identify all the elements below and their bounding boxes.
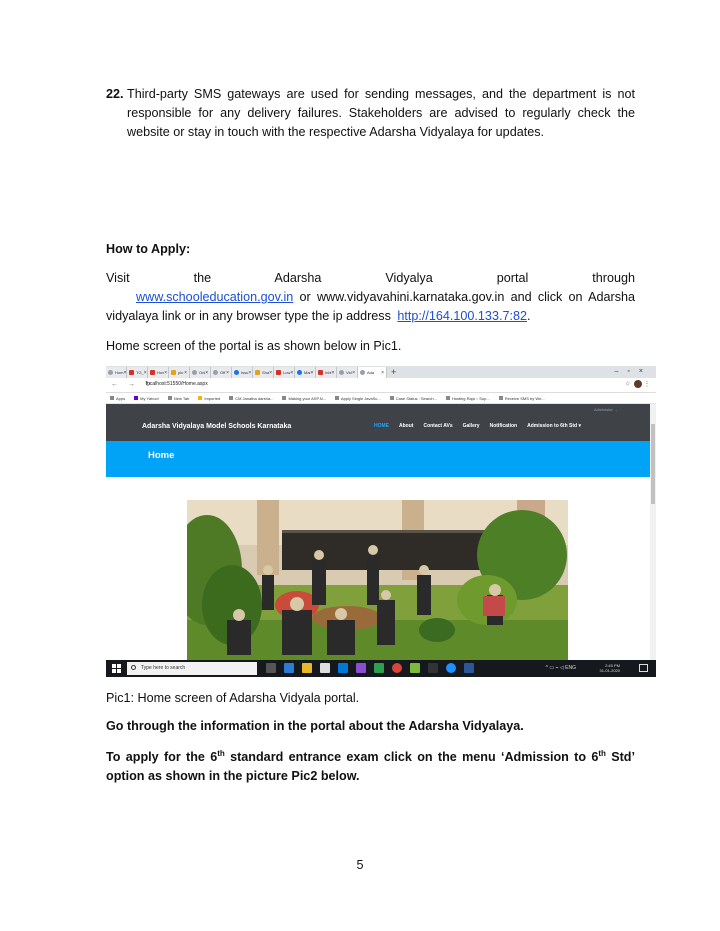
- skype-icon: [446, 663, 456, 673]
- store-icon: [320, 663, 330, 673]
- admin-link: Administer →: [593, 407, 618, 412]
- task-view-icon: [266, 663, 276, 673]
- home-banner: [106, 441, 650, 477]
- windows-start-icon: [112, 664, 121, 673]
- browser-tab: Vid ×: [337, 367, 358, 378]
- menu-item-home: HOME: [374, 423, 389, 429]
- address-bar: [106, 378, 656, 393]
- browser-tab: Off ×: [211, 367, 232, 378]
- portal-screenshot: [106, 366, 656, 677]
- visit-end: .: [526, 309, 531, 323]
- notification-icon: [639, 664, 648, 672]
- clock: 2:45 PM 31-01-2020: [599, 663, 620, 673]
- google-icon: [339, 370, 344, 375]
- bookmark-item: New Tab: [168, 396, 190, 401]
- browser-tab: plu ×: [169, 367, 190, 378]
- menu-item-notification: Notification: [489, 423, 518, 429]
- bookmark-item: Receive SMS by We...: [499, 396, 545, 401]
- bookmark-item: Imported: [198, 396, 220, 401]
- bookmark-item: Case Status : Search...: [390, 396, 437, 401]
- page-icon: [276, 370, 281, 375]
- nav-arrows-icon: ← → ↻: [111, 381, 155, 388]
- search-icon: [131, 665, 136, 670]
- excel-icon: [374, 663, 384, 673]
- browser-tab: Onl ×: [190, 367, 211, 378]
- browser-tab: Issu ×: [232, 367, 253, 378]
- browser-tab: Inbi ×: [316, 367, 337, 378]
- browser-tab: Hov ×: [148, 367, 169, 378]
- browser-tab-strip: [106, 366, 656, 378]
- scrollbar: [650, 404, 656, 660]
- page-icon: [171, 370, 176, 375]
- menu-item-gallery: Gallery: [462, 423, 480, 429]
- star-icon: ☆ ⋮: [624, 381, 650, 388]
- mail-icon: [129, 370, 134, 375]
- taskbar-search: Type here to search: [127, 662, 257, 675]
- page-number: 5: [356, 858, 364, 872]
- bookmark-item: My Yahoo!: [134, 396, 159, 401]
- item-number: 22.: [106, 87, 124, 101]
- portal-menu: [374, 423, 591, 429]
- windows-taskbar: [106, 660, 656, 677]
- bookmark-item: Apps: [110, 396, 125, 401]
- menu-item-contact: Contact AVs: [423, 423, 453, 429]
- app-icon: [428, 663, 438, 673]
- new-tab-icon: +: [391, 367, 397, 377]
- browser-tab: Hom ×: [106, 367, 127, 378]
- students-gardening-image: [187, 500, 568, 660]
- chrome-icon: [392, 663, 402, 673]
- bookmark-item: CM Janatha darsha...: [229, 396, 273, 401]
- browser-tab-active: Ada ×: [358, 367, 387, 378]
- banner-title: Home: [148, 450, 175, 461]
- portal-navbar: [106, 404, 650, 441]
- visit-mid: or www.vidyavahini.karnataka.gov.in and click on Adarsha vidyalaya link or in any browser type the ip address: [106, 290, 636, 323]
- app-icon: [410, 663, 420, 673]
- portal-brand: Adarsha Vidyalaya Model Schools Karnataka: [142, 423, 292, 430]
- menu-item-about: About: [399, 423, 414, 429]
- page-icon: [255, 370, 260, 375]
- visit-paragraph: [106, 269, 635, 326]
- google-icon: [192, 370, 197, 375]
- gmail-icon: [318, 370, 323, 375]
- browser-tab: TG_ ×: [127, 367, 148, 378]
- window-controls-icon: –▫×: [614, 368, 652, 375]
- mail-icon: [338, 663, 348, 673]
- word-icon: [464, 663, 474, 673]
- bookmarks-bar: [106, 393, 656, 404]
- avatar: [634, 380, 642, 388]
- schooleducation-link[interactable]: www.schooleducation.gov.in: [136, 290, 294, 304]
- browser-tab: Mai ×: [295, 367, 316, 378]
- portal-page: [106, 404, 650, 660]
- item-text: Third-party SMS gateways are used for sending messages, and the department is not responsible for any delivery failures. Stakeholders are advised to regularly check the website or stay in touch with the respective Adarsha Vidyalaya for updates.: [127, 87, 635, 139]
- system-tray: ^ ▭ ⌁ ◁ ENG: [545, 665, 576, 671]
- menu-item-admission: Admission to 6th Std ▾: [527, 423, 581, 429]
- google-icon: [108, 370, 113, 375]
- page-icon: [213, 370, 218, 375]
- pic1-caption: Pic1: Home screen of Adarsha Vidyala portal.: [106, 691, 360, 705]
- list-item-22: [106, 85, 635, 142]
- url-text: localhost:51550/Home.aspx: [146, 381, 208, 387]
- visual-studio-icon: [356, 663, 366, 673]
- ip-address-link[interactable]: http://164.100.133.7:82: [397, 309, 527, 323]
- globe-icon: [360, 370, 365, 375]
- home-screen-text: Home screen of the portal is as shown below in Pic1.: [106, 339, 402, 353]
- bookmark-item: Hosting Raja :: Sup...: [446, 396, 490, 401]
- file-explorer-icon: [302, 663, 312, 673]
- school-garden-photo: [187, 500, 568, 660]
- edge-icon: [284, 663, 294, 673]
- bookmark-item: Making your ASP.N...: [282, 396, 326, 401]
- how-to-apply-heading: How to Apply:: [106, 242, 191, 256]
- bookmark-item: Apply Single JavaSc...: [335, 396, 381, 401]
- go-through-text: Go through the information in the portal about the Adarsha Vidyalaya.: [106, 719, 524, 733]
- taskbar-apps: [266, 663, 482, 673]
- page-icon: [234, 370, 239, 375]
- mail-icon: [150, 370, 155, 375]
- browser-tab: Sha ×: [253, 367, 274, 378]
- browser-tab: Low ×: [274, 367, 295, 378]
- apply-6th-instruction: To apply for the 6th standard entrance exam click on the menu ‘Admission to 6th Std’ option as shown in the picture Pic2 below.: [106, 748, 635, 783]
- outlook-icon: [297, 370, 302, 375]
- visit-prefix: Visit the Adarsha Vidyalya portal through: [106, 271, 635, 285]
